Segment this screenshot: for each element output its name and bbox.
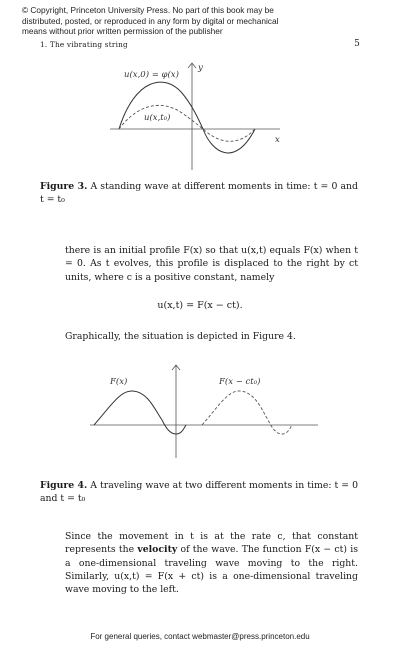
label-t0: u(x,t₀) [144,113,171,123]
figure-4-caption-text: A traveling wave at two different moments in time: t = 0 and t = t₀ [40,480,358,504]
label-phi: u(x,0) = φ(x) [124,70,179,80]
figure-3-caption-label: Figure 3. [40,181,88,192]
copyright-line-2: distributed, posted, or reproduced in any form by digital or mechanical [22,15,279,26]
figure-3-caption-text: A standing wave at different moments in time: t = 0 and t = t₀ [40,181,358,205]
axis-label-x: x [275,135,280,145]
wave-phi-curve [119,82,255,153]
figure-3-plot [0,58,400,178]
paragraph-figure-reference: Graphically, the situation is depicted in Figure 4. [65,331,296,342]
velocity-term: velocity [137,544,178,556]
wave-F-curve [94,391,186,434]
paragraph-initial-profile: there is an initial profile F(x) so that u(x,t) equals F(x) when t = 0. As t evolves, this profile is displaced to the right by ct units, where c is a positive constant, namely [65,245,358,283]
chapter-title: 1. The vibrating string [40,40,128,49]
copyright-notice [22,5,322,37]
figure-4-caption [40,479,358,505]
running-head [40,40,360,49]
footer-contact: For general queries, contact webmaster@press.princeton.edu [90,632,310,641]
figure-4-plot [0,362,400,462]
label-F-shifted: F(x − ct₀) [219,377,261,387]
wave-t0-curve [119,105,255,141]
copyright-line-3: means without prior written permission of the publisher [22,26,223,36]
velocity-text-1: Since the movement in t is at the rate c, that constant represents the [65,531,358,556]
velocity-text-2: of the wave. The function F(x − ct) is a one-dimensional traveling wave moving to the right. Similarly, u(x,t) = F(x + ct) is a one-dimensional traveling wave moving to the left. [65,544,358,596]
copyright-line-1: © Copyright, Princeton University Press. No part of this book may be [22,5,274,15]
equation-traveling-wave: u(x,t) = F(x − ct). [157,300,243,311]
label-F: F(x) [110,377,128,387]
page-number: 5 [354,39,360,49]
figure-4-caption-label: Figure 4. [40,480,88,491]
figure-3-caption [40,180,358,206]
wave-F-shifted-curve [202,391,292,434]
paragraph-velocity [65,530,358,596]
axis-label-y: y [198,63,203,73]
